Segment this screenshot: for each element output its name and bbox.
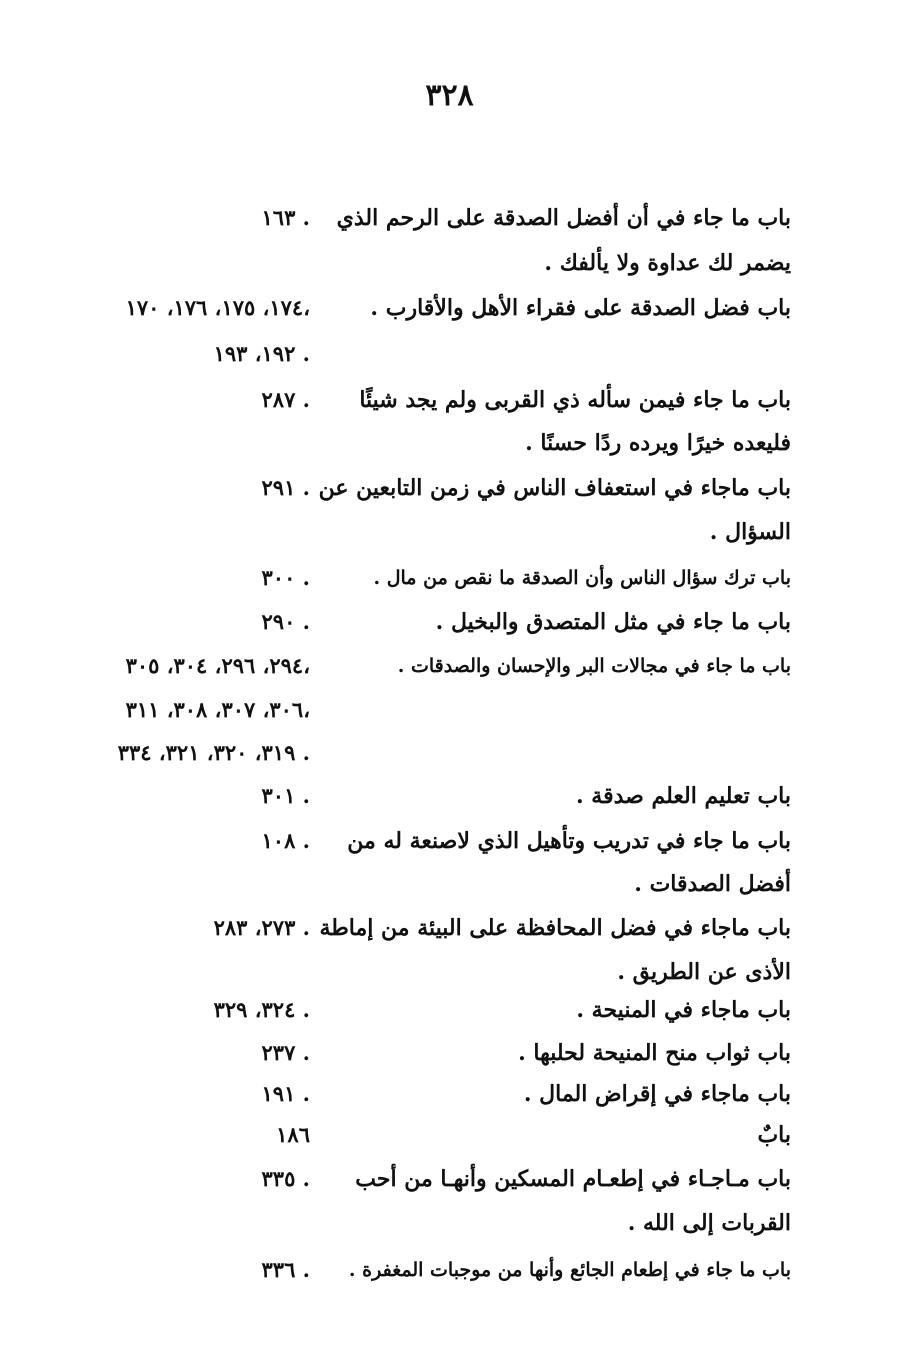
index-line bbox=[0, 906, 899, 950]
entry-title: فليعده خيرًا ويرده ردًا حسنًا . bbox=[525, 430, 791, 456]
entry-page-refs: ٣٣٦ . bbox=[261, 1257, 310, 1282]
entry-page-refs bbox=[70, 862, 310, 906]
entry-page-refs: ٣١٩، ٣٢٠، ٣٢١، ٣٣٤ . bbox=[117, 740, 310, 765]
index-line bbox=[0, 332, 899, 376]
entry-page-refs: ١٧٤، ١٧٥، ١٧٦، ١٧٠، bbox=[125, 295, 310, 320]
entry-title: باب ما جاء في أن أفضل الصدقة على الرحم الذي bbox=[336, 205, 791, 231]
entry-title: باب ما جاء في مجالات البر والإحسان والصدقات . bbox=[397, 655, 791, 677]
index-line bbox=[0, 688, 899, 732]
entry-page-refs: ٢٧٣، ٢٨٣ . bbox=[213, 915, 310, 940]
entry-title: باب ماجاء في إقراض المال . bbox=[523, 1081, 791, 1107]
entry-page-refs: ١٨٦ bbox=[276, 1122, 310, 1147]
entry-title: باب ما جاء في تدريب وتأهيل الذي لاصنعة له من bbox=[347, 828, 791, 854]
index-line bbox=[0, 1248, 899, 1292]
entry-title: السؤال . bbox=[709, 519, 791, 545]
entry-page-refs: ١٩٢، ١٩٣ . bbox=[213, 341, 310, 366]
entry-title: يضمر لك عداوة ولا يألفك . bbox=[544, 250, 791, 276]
entry-page-refs bbox=[70, 241, 310, 285]
entry-page-refs: ٣٣٥ . bbox=[261, 1166, 310, 1191]
entry-page-refs: ٢٣٧ . bbox=[261, 1040, 310, 1065]
entry-page-refs: ٢٩١ . bbox=[261, 475, 310, 500]
entry-title: باب مـاجـاء في إطعـام المسكين وأنهـا من أحب bbox=[355, 1166, 791, 1192]
index-line bbox=[0, 378, 899, 422]
entry-page-refs: ١٦٣ . bbox=[261, 205, 310, 230]
index-line bbox=[0, 286, 899, 330]
index-line bbox=[0, 731, 899, 775]
entry-page-refs: ٣٢٤، ٣٢٩ . bbox=[213, 997, 310, 1022]
entry-page-refs: ١٠٨ . bbox=[261, 828, 310, 853]
index-list bbox=[0, 196, 899, 1316]
entry-page-refs: ٢٩٠ . bbox=[261, 609, 310, 634]
index-line bbox=[0, 556, 899, 600]
entry-page-refs bbox=[70, 510, 310, 554]
entry-page-refs: ٣٠٠ . bbox=[261, 565, 310, 590]
index-line bbox=[0, 644, 899, 688]
entry-title: باب تعليم العلم صدقة . bbox=[575, 783, 791, 809]
entry-title: أفضل الصدقات . bbox=[634, 871, 791, 897]
page-number: ٣٢٨ bbox=[425, 78, 474, 113]
entry-page-refs: ٣٠١ . bbox=[261, 783, 310, 808]
index-line bbox=[0, 1201, 899, 1245]
index-line bbox=[0, 988, 899, 1032]
index-line bbox=[0, 241, 899, 285]
entry-page-refs: ٢٨٧ . bbox=[261, 387, 310, 412]
entry-title: باب ماجاء في استعفاف الناس في زمن التابعين عن bbox=[318, 475, 791, 501]
index-line bbox=[0, 421, 899, 465]
entry-title: القربات إلى الله . bbox=[627, 1210, 791, 1236]
entry-title: الأذى عن الطريق . bbox=[617, 959, 791, 985]
entry-title: باب ماجاء في فضل المحافظة على البيئة من إماطة bbox=[319, 915, 791, 941]
index-line bbox=[0, 862, 899, 906]
index-line bbox=[0, 510, 899, 554]
entry-title: باب ما جاء فيمن سأله ذي القربى ولم يجد شيئًا bbox=[359, 387, 791, 413]
index-line bbox=[0, 819, 899, 863]
index-line bbox=[0, 1031, 899, 1075]
index-line bbox=[0, 774, 899, 818]
index-line bbox=[0, 1072, 899, 1116]
entry-page-refs bbox=[70, 1201, 310, 1245]
entry-page-refs: ٣٠٦، ٣٠٧، ٣٠٨، ٣١١، bbox=[125, 697, 310, 722]
entry-title: باب ما جاء في مثل المتصدق والبخيل . bbox=[435, 609, 791, 635]
entry-title: باب فضل الصدقة على فقراء الأهل والأقارب . bbox=[370, 295, 791, 321]
entry-title: باب ثواب منح المنيحة لحلبها . bbox=[518, 1040, 791, 1066]
entry-page-refs: ١٩١ . bbox=[261, 1081, 310, 1106]
entry-title: بابٌ bbox=[757, 1122, 791, 1148]
entry-page-refs bbox=[70, 421, 310, 465]
index-line bbox=[0, 196, 899, 240]
entry-title: باب ماجاء في المنيحة . bbox=[576, 997, 791, 1023]
index-line bbox=[0, 1113, 899, 1157]
index-line bbox=[0, 466, 899, 510]
entry-title: باب ما جاء في إطعام الجائع وأنها من موجبات المغفرة . bbox=[348, 1259, 791, 1281]
index-line bbox=[0, 1157, 899, 1201]
entry-page-refs: ٢٩٤، ٢٩٦، ٣٠٤، ٣٠٥، bbox=[125, 653, 310, 678]
entry-title: باب ترك سؤال الناس وأن الصدقة ما نقص من مال . bbox=[373, 567, 791, 589]
index-line bbox=[0, 600, 899, 644]
